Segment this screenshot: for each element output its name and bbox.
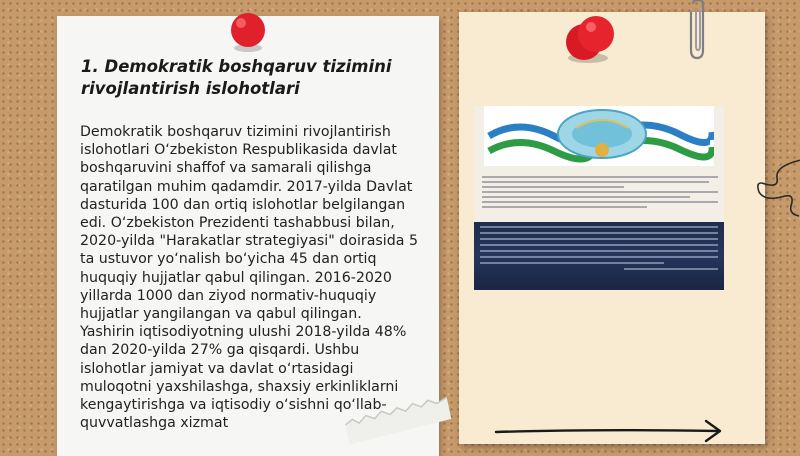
curly-line-icon bbox=[755, 158, 800, 218]
emblem-banner bbox=[484, 106, 714, 166]
document-dark-section bbox=[474, 222, 724, 290]
arrow-right-icon bbox=[494, 418, 726, 444]
left-note-paper bbox=[57, 16, 439, 456]
document-text-lines bbox=[482, 176, 718, 211]
red-pushpin-icon bbox=[560, 10, 620, 66]
note-body-text: Demokratik boshqaruv tizimini rivojlantirish islohotlari O‘zbekiston Respublikasida davlat boshqaruvini shaffof va samarali qilishga qaratilgan muhim qadamdir. 2017-yilda Davlat dasturida 100 dan ortiq islohotlar belgilangan edi. O‘zbekiston Prezidenti tashabbusi bilan, 2020-yilda "Harakatlar strategiyasi" doirasida 5 ta ustuvor yo‘nalish bo‘yicha 45 dan ortiq huquqiy hujjatlar qabul qilingan. 2016-2020 yillarda 1000 dan ziyod normativ-huquqiy hujjatlar yangilangan va qabul qilingan. Yashirin iqtisodiyotning ulushi 2018-yilda 48% dan 2020-yilda 27% ga qisqardi. Ushbu islohotlar jamiyat va davlat o‘rtasidagi muloqotni yaxshilashga, shaxsiy erkinliklarni kengaytirishga va iqtisodiy o‘sishni qo‘llab-quvvatlashga xizmat bbox=[80, 124, 418, 432]
red-pushpin-icon bbox=[226, 8, 270, 56]
note-heading: 1. Demokratik boshqaruv tizimini rivojlantirish islohotlari bbox=[81, 57, 392, 98]
uzbekistan-flag-emblem-icon bbox=[484, 106, 714, 166]
document-thumbnail bbox=[474, 106, 724, 291]
paperclip-icon bbox=[685, 0, 711, 62]
